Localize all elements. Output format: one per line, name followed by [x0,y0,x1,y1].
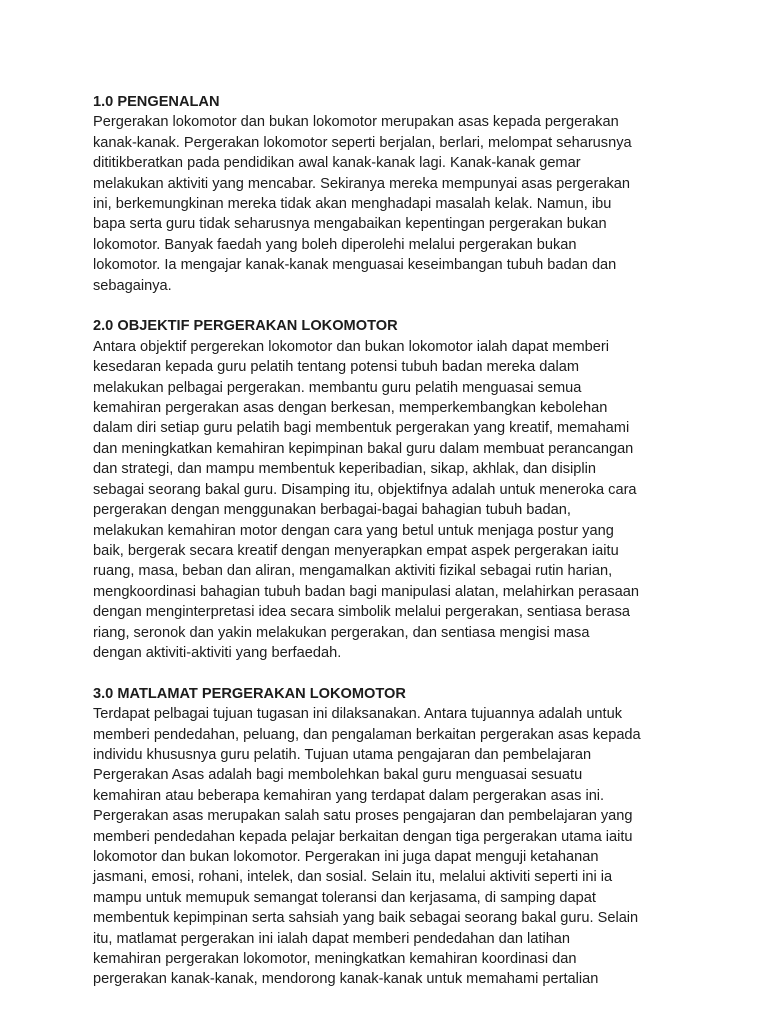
section-heading: 1.0 PENGENALAN [93,94,220,110]
section-body [93,112,683,296]
body-line: lokomotor. Banyak faedah yang boleh diperolehi melalui pergerakan bukan [93,236,577,253]
body-line: kemahiran atau beberapa kemahiran yang terdapat dalam pergerakan asas ini. [93,787,605,804]
body-line: kemahiran pergerakan asas dengan berkesan, memperkembangkan kebolehan [93,400,608,417]
body-line: pergerakan kanak-kanak, mendorong kanak-kanak untuk memahami pertalian [93,971,599,988]
body-line: riang, seronok dan yakin melakukan pergerakan, dan sentiasa mengisi masa [93,624,590,641]
body-line: baik, bergerak secara kreatif dengan menyerapkan empat aspek pergerakan iaitu [93,542,619,559]
body-line: ruang, masa, beban dan aliran, mengamalkan aktiviti fizikal sebagai rutin harian, [93,563,613,580]
body-line: kesedaran kepada guru pelatih tentang potensi tubuh badan mereka dalam [93,359,579,376]
body-line: sebagai seorang bakal guru. Disamping itu, objektifnya adalah untuk meneroka cara [93,481,637,498]
body-line: dengan aktiviti-aktiviti yang berfaedah. [93,644,342,661]
body-line: jasmani, emosi, rohani, intelek, dan sosial. Selain itu, melalui aktiviti seperti ini ia [93,869,613,886]
body-line: membentuk kepimpinan serta sahsiah yang baik sebagai seorang bakal guru. Selain [93,910,639,927]
body-line: kanak-kanak. Pergerakan lokomotor seperti berjalan, berlari, melompat seharusnya [93,134,632,151]
section-body [93,337,683,664]
document-page [93,92,683,1010]
body-line: dan strategi, dan mampu membentuk keperibadian, sikap, akhlak, dan disiplin [93,461,596,478]
section-matlamat [93,684,683,990]
body-line: Antara objektif pergerekan lokomotor dan bukan lokomotor ialah dapat memberi [93,338,609,355]
body-line: Terdapat pelbagai tujuan tugasan ini dilaksanakan. Antara tujuannya adalah untuk [93,706,623,723]
body-line: dengan menginterpretasi idea secara simbolik melalui pergerakan, sentiasa berasa [93,604,631,621]
body-line: Pergerakan asas merupakan salah satu proses pengajaran dan pembelajaran yang [93,808,633,825]
section-heading: 2.0 OBJEKTIF PERGERAKAN LOKOMOTOR [93,318,398,335]
body-line: Pergerakan lokomotor dan bukan lokomotor merupakan asas kepada pergerakan [93,114,619,131]
body-line: lokomotor dan bukan lokomotor. Pergerakan ini juga dapat menguji ketahanan [93,849,599,865]
section-body [93,704,683,990]
body-line: bapa serta guru tidak seharusnya mengabaikan kepentingan pergerakan bukan [93,216,607,233]
body-line: melakukan pelbagai pergerakan. membantu guru pelatih menguasai semua [93,379,582,396]
body-line: pergerakan dengan menggunakan berbagai-bagai bahagian tubuh badan, [93,502,571,519]
body-line: mengkoordinasi bahagian tubuh badan bagi manipulasi alatan, melahirkan perasaan [93,583,640,600]
body-line: dititikberatkan pada pendidikan awal kanak-kanak lagi. Kanak-kanak gemar [93,155,581,172]
body-line: ini, berkemungkinan mereka tidak akan menghadapi masalah kelak. Namun, ibu [93,196,612,213]
body-line: kemahiran pergerakan lokomotor, meningkatkan kemahiran koordinasi dan [93,951,577,968]
body-line: dalam diri setiap guru pelatih bagi membentuk pergerakan yang kreatif, memahami [93,420,630,437]
body-line: mampu untuk memupuk semangat toleransi dan kerjasama, di samping dapat [93,889,596,906]
body-line: sebagainya. [93,277,172,294]
body-line: memberi pendedahan, peluang, dan pengalaman berkaitan pergerakan asas kepada [93,726,641,743]
body-line: Pergerakan Asas adalah bagi membolehkan bakal guru menguasai sesuatu [93,767,583,784]
body-line: memberi pendedahan kepada pelajar berkaitan dengan tiga pergerakan utama iaitu [93,828,633,845]
section-pengenalan [93,92,683,296]
body-line: lokomotor. Ia mengajar kanak-kanak menguasai keseimbangan tubuh badan dan [93,257,617,274]
body-line: melakukan aktiviti yang mencabar. Sekiranya mereka mempunyai asas pergerakan [93,175,630,192]
body-line: dan meningkatkan kemahiran kepimpinan bakal guru dalam membuat perancangan [93,440,634,457]
section-heading: 3.0 MATLAMAT PERGERAKAN LOKOMOTOR [93,685,406,702]
body-line: melakukan kemahiran motor dengan cara yang betul untuk menjaga postur yang [93,522,614,539]
body-line: itu, matlamat pergerakan ini ialah dapat memberi pendedahan dan latihan [93,930,571,947]
section-objektif [93,316,683,663]
body-line: individu khususnya guru pelatih. Tujuan utama pengajaran dan pembelajaran [93,746,592,763]
